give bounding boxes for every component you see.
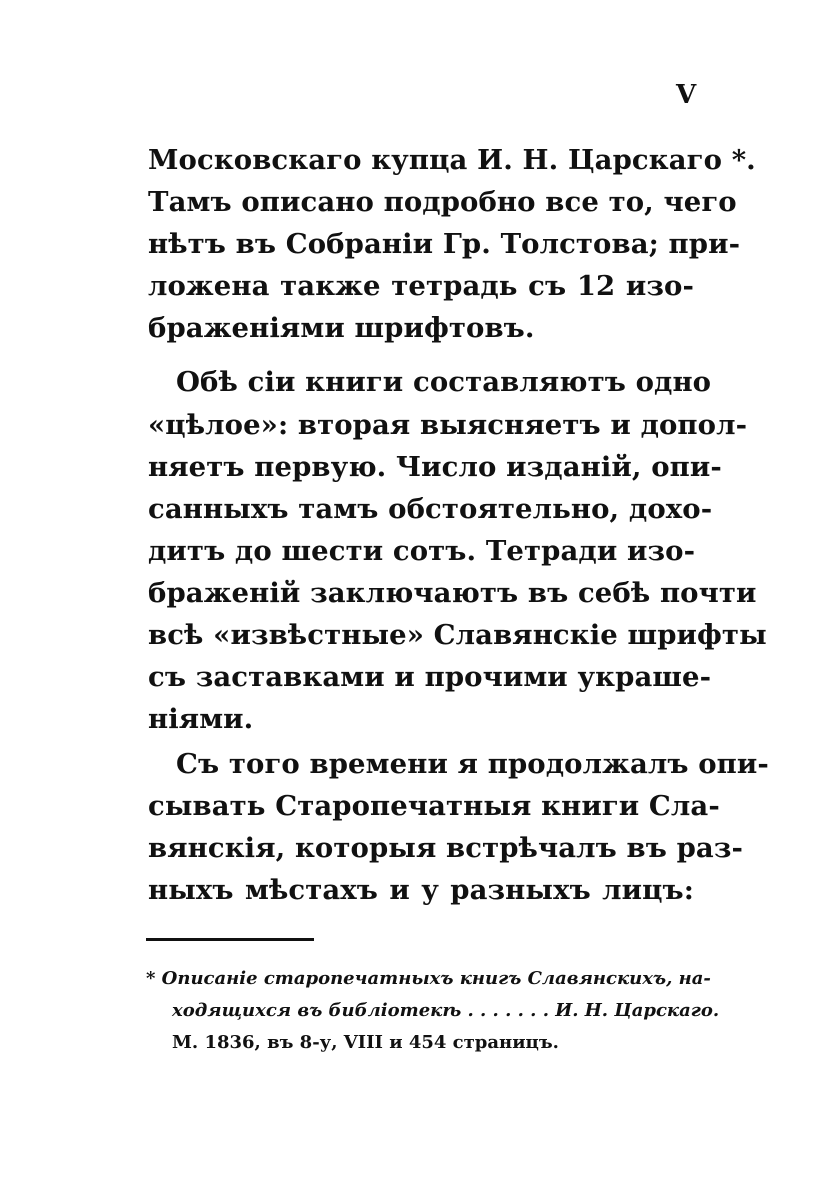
text-line: нѣтъ въ Собранiи Гр. Толстова; при- [148,228,741,260]
text-line: Обѣ сiи книги составляютъ одно [176,366,712,398]
text-line: съ заставками и прочими украше- [148,661,712,693]
text-line: сывать Старопечатныя книги Сла- [148,790,720,822]
text-line: няетъ первую. Число изданiй, опи- [148,451,722,483]
footnote-divider [146,938,314,941]
text-line: Тамъ описано подробно все то, чего [148,186,737,218]
text-line: браженiями шрифтовъ. [148,312,535,344]
text-line: Съ того времени я продолжалъ опи- [176,748,769,780]
text-line: вянскiя, которыя встрѣчалъ въ раз- [148,832,743,864]
text-line: «цѣлое»: вторая выясняетъ и допол- [148,409,748,441]
text-line: дитъ до шести сотъ. Тетради изо- [148,535,696,567]
footnote-line: М. 1836, въ 8-у, VIII и 454 страницъ. [172,1032,559,1053]
text-line: санныхъ тамъ обстоятельно, дохо- [148,493,713,525]
text-line: ложена также тетрадь съ 12 изо- [148,270,694,302]
page-number: V [676,80,697,110]
text-line: Московскаго купца И. Н. Царскаго *. [148,144,756,176]
footnote-line: ходящихся въ библiотекѣ . . . . . . . И. Н. Царскаго. [172,1000,720,1021]
text-line: всѣ «извѣстные» Славянскiе шрифты [148,619,767,651]
text-line: нiями. [148,703,254,735]
footnote-line: * Описанiе старопечатныхъ книгъ Славянскихъ, на- [146,968,711,989]
text-line: браженiй заключаютъ въ себѣ почти [148,577,757,609]
text-line: ныхъ мѣстахъ и у разныхъ лицъ: [148,874,694,906]
